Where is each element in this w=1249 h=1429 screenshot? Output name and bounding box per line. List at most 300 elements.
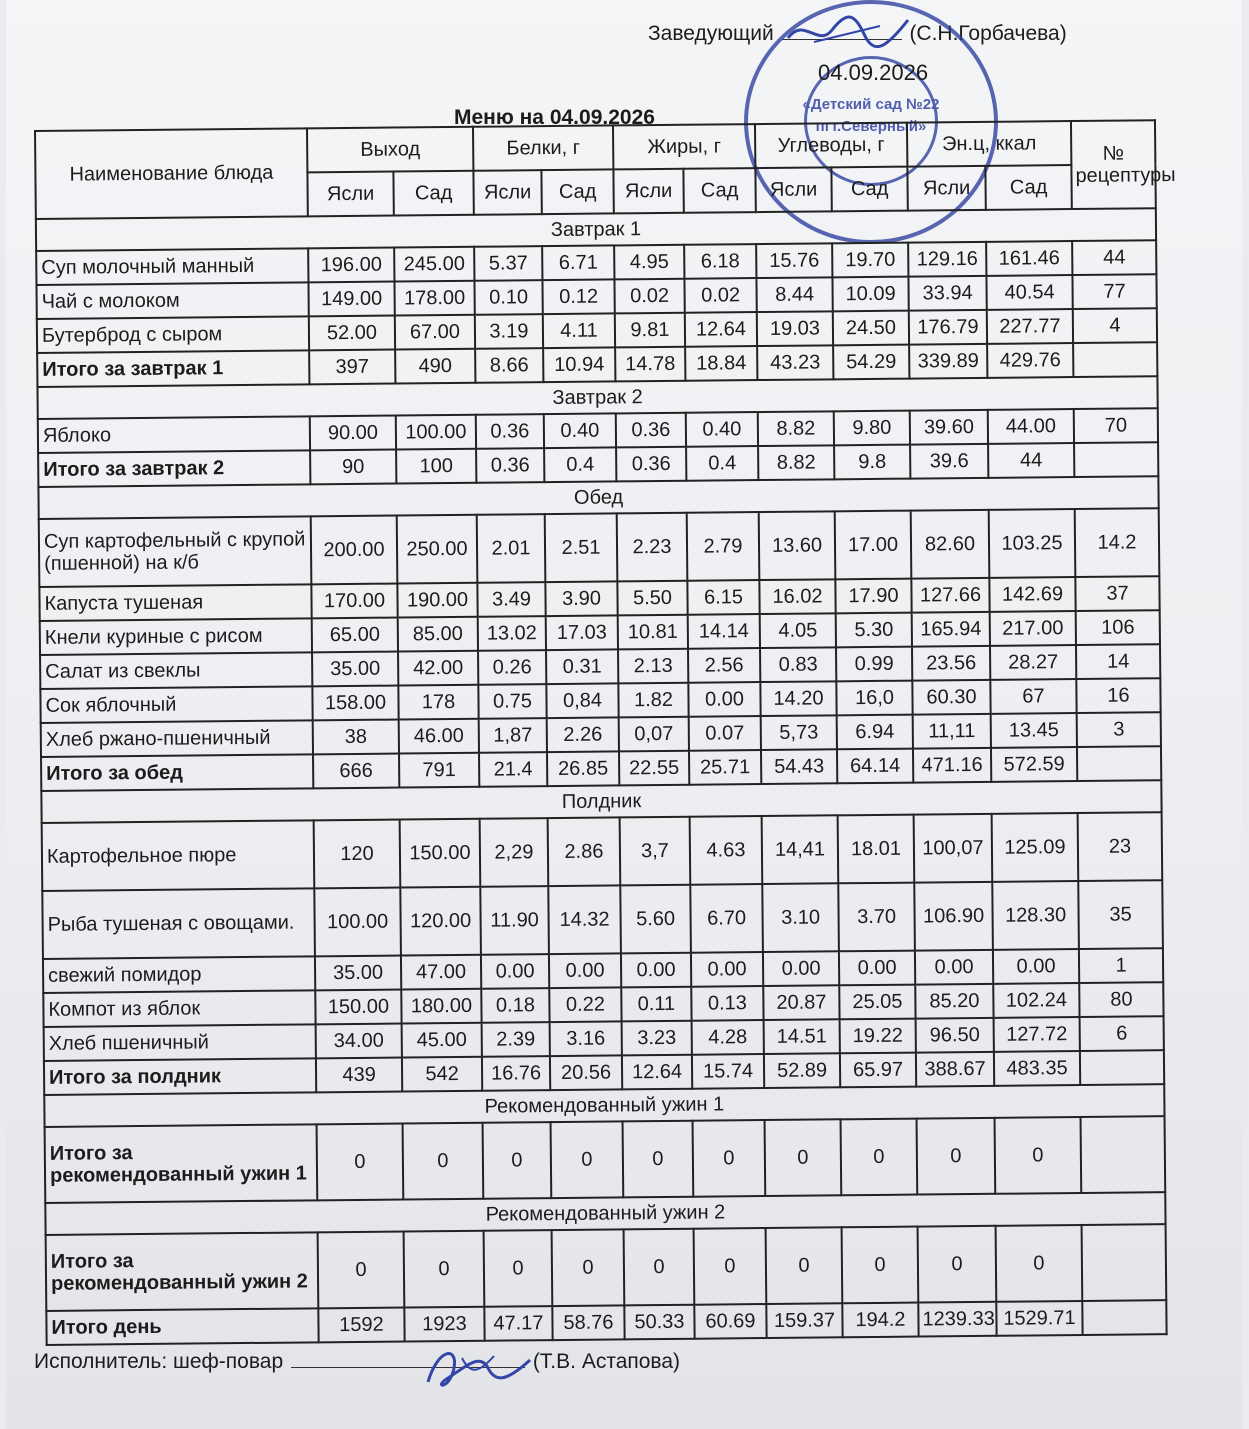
value-cell: 196.00 xyxy=(308,248,394,283)
value-cell: 120 xyxy=(314,820,401,889)
value-cell: 5.60 xyxy=(620,885,691,954)
value-cell: 791 xyxy=(399,753,479,788)
value-cell: 0 xyxy=(694,1228,767,1305)
value-cell: 0.75 xyxy=(478,684,546,719)
value-cell: 10.94 xyxy=(543,347,615,382)
executor-line xyxy=(34,1350,680,1374)
column-subheader-nursery: Ясли xyxy=(307,172,393,217)
value-cell: 2.79 xyxy=(687,512,760,581)
section-title: Рекомендованный ужин 1 xyxy=(44,1084,1164,1127)
value-cell: 9.81 xyxy=(615,313,685,348)
value-cell: 339.89 xyxy=(909,344,987,379)
section-title: Полдник xyxy=(41,780,1161,823)
value-cell: 2.01 xyxy=(477,514,546,583)
value-cell: 0.36 xyxy=(476,448,544,483)
value-cell: 16.02 xyxy=(759,579,835,614)
director-line xyxy=(648,22,1067,46)
recipe-number: 106 xyxy=(1076,610,1160,645)
value-cell: 0.00 xyxy=(688,682,760,717)
value-cell: 2.56 xyxy=(688,648,760,683)
value-cell: 180.00 xyxy=(401,989,481,1024)
dish-name: Салат из свеклы xyxy=(40,652,312,689)
value-cell: 397 xyxy=(309,350,395,385)
dish-name: Бутерброд с сыром xyxy=(37,316,309,353)
value-cell: 3.19 xyxy=(475,314,543,349)
value-cell: 9.8 xyxy=(834,445,910,480)
value-cell: 483.35 xyxy=(994,1051,1080,1086)
value-cell: 0.4 xyxy=(544,447,616,482)
recipe-number: 14.2 xyxy=(1075,508,1160,577)
value-cell: 5.37 xyxy=(474,246,542,281)
value-cell: 439 xyxy=(316,1058,402,1093)
recipe-number: 37 xyxy=(1075,576,1159,611)
value-cell: 18.84 xyxy=(685,346,757,381)
value-cell: 43.23 xyxy=(757,345,833,380)
recipe-number: 16 xyxy=(1076,678,1160,713)
value-cell: 150.00 xyxy=(315,990,401,1025)
recipe-number xyxy=(1082,1224,1167,1301)
value-cell: 190.00 xyxy=(397,583,477,618)
value-cell: 0.36 xyxy=(476,414,544,449)
value-cell: 42.00 xyxy=(398,651,478,686)
value-cell: 52.00 xyxy=(309,316,395,351)
value-cell: 0.02 xyxy=(684,278,756,313)
value-cell: 0.07 xyxy=(689,716,761,751)
value-cell: 490 xyxy=(395,349,475,384)
value-cell: 129.16 xyxy=(908,242,986,277)
dish-name: Рыба тушеная с овощами. xyxy=(42,888,315,959)
value-cell: 15.74 xyxy=(692,1054,764,1089)
menu-sheet xyxy=(6,0,1242,1429)
value-cell: 0.22 xyxy=(549,987,621,1022)
value-cell: 2.13 xyxy=(618,649,688,684)
recipe-number: 77 xyxy=(1072,274,1156,309)
value-cell: 85.00 xyxy=(398,617,478,652)
value-cell: 67 xyxy=(990,679,1076,714)
value-cell: 1923 xyxy=(404,1307,484,1342)
total-row xyxy=(46,1224,1167,1311)
recipe-number xyxy=(1073,342,1157,377)
dish-name: свежий помидор xyxy=(43,956,315,993)
value-cell: 2.39 xyxy=(482,1022,550,1057)
value-cell: 429.76 xyxy=(987,343,1073,378)
value-cell: 0.00 xyxy=(621,953,691,988)
value-cell: 0.36 xyxy=(616,447,686,482)
value-cell: 142.69 xyxy=(989,577,1075,612)
value-cell: 0 xyxy=(765,1119,842,1196)
value-cell: 90 xyxy=(310,450,396,485)
total-label: Итого за рекомендованный ужин 2 xyxy=(46,1232,319,1311)
value-cell: 0 xyxy=(623,1121,694,1198)
value-cell: 572.59 xyxy=(991,747,1077,782)
total-label: Итого за обед xyxy=(41,754,313,791)
value-cell: 0 xyxy=(841,1119,918,1196)
value-cell: 1.82 xyxy=(618,683,688,718)
value-cell: 39.60 xyxy=(910,410,988,445)
value-cell: 542 xyxy=(402,1057,482,1092)
value-cell: 0.12 xyxy=(542,279,614,314)
value-cell: 20.87 xyxy=(763,985,839,1020)
value-cell: 100,07 xyxy=(914,814,993,883)
value-cell: 0.83 xyxy=(760,647,836,682)
value-cell: 149.00 xyxy=(308,282,394,317)
value-cell: 50.33 xyxy=(624,1305,694,1340)
value-cell: 34.00 xyxy=(316,1024,402,1059)
value-cell: 0.00 xyxy=(691,952,763,987)
value-cell: 19.70 xyxy=(832,243,908,278)
recipe-number: 44 xyxy=(1072,240,1156,275)
value-cell: 178 xyxy=(398,685,478,720)
value-cell: 14,41 xyxy=(762,815,839,884)
value-cell: 100.00 xyxy=(396,415,476,450)
stamp-org-name: «Детский сад №22 xyxy=(802,96,940,113)
value-cell: 25.71 xyxy=(689,750,761,785)
value-cell: 0.00 xyxy=(549,953,621,988)
dish-name: Сок яблочный xyxy=(40,686,312,723)
value-cell: 19.22 xyxy=(840,1019,916,1054)
value-cell: 0.40 xyxy=(544,413,616,448)
value-cell: 106.90 xyxy=(914,882,993,951)
value-cell: 245.00 xyxy=(394,247,474,282)
recipe-number: 1 xyxy=(1079,948,1163,983)
value-cell: 14.78 xyxy=(615,347,685,382)
value-cell: 85.20 xyxy=(915,984,993,1019)
section-title: Завтрак 1 xyxy=(36,208,1156,251)
value-cell: 3.70 xyxy=(838,883,915,952)
recipe-number: 70 xyxy=(1074,408,1158,443)
value-cell: 0 xyxy=(484,1230,553,1307)
value-cell: 47.17 xyxy=(484,1306,552,1341)
section-title: Обед xyxy=(38,476,1158,519)
dish-name: Хлеб ржано-пшеничный xyxy=(41,720,313,757)
value-cell: 10.09 xyxy=(832,277,908,312)
value-cell: 15.76 xyxy=(756,243,832,278)
recipe-number: 4 xyxy=(1073,308,1157,343)
value-cell: 0.00 xyxy=(915,950,993,985)
value-cell: 471.16 xyxy=(913,748,991,783)
value-cell: 60.30 xyxy=(912,680,990,715)
dish-row xyxy=(42,880,1163,959)
dish-name: Компот из яблок xyxy=(43,990,315,1027)
value-cell: 6.18 xyxy=(684,244,756,279)
value-cell: 8.82 xyxy=(758,445,834,480)
value-cell: 0.4 xyxy=(686,446,758,481)
value-cell: 11.90 xyxy=(480,886,549,955)
value-cell: 8.44 xyxy=(756,277,832,312)
value-cell: 0.36 xyxy=(616,413,686,448)
column-subheader-nursery: Ясли xyxy=(755,167,831,212)
column-header-recipe: № рецептуры xyxy=(1071,120,1156,209)
value-cell: 227.77 xyxy=(987,309,1073,344)
value-cell: 3.23 xyxy=(622,1021,692,1056)
value-cell: 100 xyxy=(396,449,476,484)
menu-table xyxy=(34,119,1176,1346)
value-cell: 2.23 xyxy=(617,513,688,582)
value-cell: 4.28 xyxy=(692,1020,764,1055)
value-cell: 0,07 xyxy=(619,717,689,752)
value-cell: 14.20 xyxy=(760,681,836,716)
total-row xyxy=(45,1116,1166,1203)
total-label: Итого за рекомендованный ужин 1 xyxy=(45,1124,318,1203)
value-cell: 0 xyxy=(917,1118,996,1195)
value-cell: 24.50 xyxy=(833,311,909,346)
dish-name: Чай с молоком xyxy=(36,282,308,319)
value-cell: 13.02 xyxy=(478,616,546,651)
value-cell: 13.60 xyxy=(759,511,836,580)
value-cell: 150.00 xyxy=(400,819,481,888)
total-label: Итого за завтрак 1 xyxy=(37,350,309,387)
recipe-number: 14 xyxy=(1076,644,1160,679)
recipe-number: 23 xyxy=(1078,812,1163,881)
recipe-number xyxy=(1082,1300,1166,1335)
dish-name: Капуста тушеная xyxy=(39,584,311,621)
dish-name: Яблоко xyxy=(38,416,310,453)
value-cell: 35.00 xyxy=(312,652,398,687)
dish-row xyxy=(42,812,1163,891)
executor-name: (Т.В. Астапова) xyxy=(532,1350,681,1373)
value-cell: 0.02 xyxy=(614,279,684,314)
value-cell: 4.11 xyxy=(543,313,615,348)
value-cell: 39.6 xyxy=(910,444,988,479)
menu-body xyxy=(36,208,1167,1345)
value-cell: 2.86 xyxy=(548,817,621,886)
value-cell: 21.4 xyxy=(479,752,547,787)
value-cell: 6.70 xyxy=(690,884,763,953)
value-cell: 28.27 xyxy=(990,645,1076,680)
value-cell: 22.55 xyxy=(619,751,689,786)
dish-name: Суп картофельный с крупой (пшенной) на к/б xyxy=(39,516,312,587)
value-cell: 0.26 xyxy=(478,650,546,685)
value-cell: 38 xyxy=(313,720,399,755)
executor-label: Исполнитель: шеф-повар xyxy=(34,1350,284,1373)
value-cell: 0.18 xyxy=(481,988,549,1023)
value-cell: 0 xyxy=(403,1123,484,1200)
value-cell: 3.90 xyxy=(545,581,617,616)
value-cell: 19.03 xyxy=(757,311,833,346)
value-cell: 12.64 xyxy=(685,312,757,347)
recipe-number xyxy=(1074,442,1158,477)
value-cell: 45.00 xyxy=(402,1023,482,1058)
column-subheader-nursery: Ясли xyxy=(907,166,985,211)
dish-name: Хлеб пшеничный xyxy=(44,1024,316,1061)
column-subheader-kindergarten: Сад xyxy=(683,168,755,213)
column-header-energy: Эн.ц, ккал xyxy=(907,121,1071,167)
director-signature-line xyxy=(782,39,902,40)
value-cell: 0 xyxy=(404,1231,485,1308)
value-cell: 0.10 xyxy=(474,280,542,315)
column-subheader-kindergarten: Сад xyxy=(541,169,613,214)
value-cell: 58.76 xyxy=(552,1305,624,1340)
column-subheader-nursery: Ясли xyxy=(613,169,683,214)
value-cell: 0 xyxy=(317,1124,404,1201)
column-header-yield: Выход xyxy=(307,127,473,173)
value-cell: 9.80 xyxy=(834,411,910,446)
value-cell: 200.00 xyxy=(311,516,398,585)
value-cell: 54.43 xyxy=(761,749,837,784)
column-header-proteins: Белки, г xyxy=(473,125,613,170)
value-cell: 0 xyxy=(766,1227,843,1304)
recipe-number: 80 xyxy=(1079,982,1163,1017)
recipe-number: 3 xyxy=(1077,712,1161,747)
value-cell: 96.50 xyxy=(916,1018,994,1053)
value-cell: 40.54 xyxy=(986,275,1072,310)
value-cell: 60.69 xyxy=(694,1304,766,1339)
value-cell: 0 xyxy=(551,1121,624,1198)
value-cell: 0 xyxy=(918,1226,997,1303)
value-cell: 158.00 xyxy=(312,686,398,721)
value-cell: 0 xyxy=(995,1117,1082,1194)
value-cell: 10.81 xyxy=(618,615,688,650)
value-cell: 1592 xyxy=(318,1307,404,1342)
value-cell: 128.30 xyxy=(992,881,1079,950)
value-cell: 0.00 xyxy=(481,954,549,989)
value-cell: 2.26 xyxy=(547,717,619,752)
value-cell: 16.76 xyxy=(482,1056,550,1091)
value-cell: 127.66 xyxy=(911,578,989,613)
value-cell: 194.2 xyxy=(842,1303,918,1338)
value-cell: 0,84 xyxy=(546,683,618,718)
value-cell: 388.67 xyxy=(916,1052,994,1087)
value-cell: 16,0 xyxy=(836,681,912,716)
recipe-number: 6 xyxy=(1080,1016,1164,1051)
dish-name: Картофельное пюре xyxy=(42,820,315,891)
value-cell: 5.50 xyxy=(617,581,687,616)
value-cell: 165.94 xyxy=(912,612,990,647)
value-cell: 64.14 xyxy=(837,749,913,784)
value-cell: 8.82 xyxy=(758,411,834,446)
total-label: Итого день xyxy=(46,1308,318,1345)
total-label: Итого за завтрак 2 xyxy=(38,450,310,487)
total-label: Итого за полдник xyxy=(44,1058,316,1095)
value-cell: 120.00 xyxy=(400,887,481,956)
value-cell: 3.16 xyxy=(550,1021,622,1056)
value-cell: 5.30 xyxy=(836,613,912,648)
value-cell: 0.00 xyxy=(839,951,915,986)
dish-row xyxy=(39,508,1160,587)
value-cell: 0 xyxy=(318,1232,405,1309)
value-cell: 3.49 xyxy=(477,582,545,617)
value-cell: 14.32 xyxy=(548,885,621,954)
value-cell: 25.05 xyxy=(839,985,915,1020)
value-cell: 54.29 xyxy=(833,345,909,380)
value-cell: 178.00 xyxy=(394,281,474,316)
value-cell: 18.01 xyxy=(838,815,915,884)
value-cell: 1,87 xyxy=(479,718,547,753)
value-cell: 17.00 xyxy=(835,511,912,580)
value-cell: 250.00 xyxy=(397,515,478,584)
value-cell: 0.13 xyxy=(691,986,763,1021)
section-title: Завтрак 2 xyxy=(37,376,1157,419)
value-cell: 65.00 xyxy=(312,618,398,653)
value-cell: 100.00 xyxy=(314,888,401,957)
value-cell: 217.00 xyxy=(990,611,1076,646)
value-cell: 0.40 xyxy=(686,412,758,447)
value-cell: 1239.33 xyxy=(918,1302,996,1337)
value-cell: 170.00 xyxy=(311,584,397,619)
value-cell: 5,73 xyxy=(761,715,837,750)
value-cell: 35.00 xyxy=(315,956,401,991)
menu-title: Меню на 04.09.2026 xyxy=(454,106,655,129)
value-cell: 17.03 xyxy=(546,615,618,650)
value-cell: 46.00 xyxy=(399,719,479,754)
column-header-dish: Наименование блюда xyxy=(35,128,308,219)
value-cell: 90.00 xyxy=(310,416,396,451)
value-cell: 0 xyxy=(842,1227,919,1304)
column-subheader-kindergarten: Сад xyxy=(393,171,473,216)
dish-name: Кнели куриные с рисом xyxy=(40,618,312,655)
executor-signature-line xyxy=(291,1367,525,1368)
value-cell: 0.11 xyxy=(621,987,691,1022)
value-cell: 0 xyxy=(693,1120,766,1197)
value-cell: 4.95 xyxy=(614,245,684,280)
value-cell: 0.00 xyxy=(763,951,839,986)
recipe-number xyxy=(1080,1050,1164,1085)
value-cell: 125.09 xyxy=(992,813,1079,882)
section-title: Рекомендованный ужин 2 xyxy=(45,1192,1165,1235)
value-cell: 20.56 xyxy=(550,1055,622,1090)
column-subheader-kindergarten: Сад xyxy=(831,167,907,212)
value-cell: 0 xyxy=(624,1229,695,1306)
recipe-number: 35 xyxy=(1078,880,1163,949)
value-cell: 17.90 xyxy=(835,579,911,614)
value-cell: 0 xyxy=(996,1225,1083,1302)
column-subheader-nursery: Ясли xyxy=(473,170,541,215)
recipe-number xyxy=(1077,746,1161,781)
value-cell: 0.99 xyxy=(836,647,912,682)
value-cell: 52.89 xyxy=(764,1053,840,1088)
value-cell: 26.85 xyxy=(547,751,619,786)
director-label: Заведующий xyxy=(648,22,774,45)
value-cell: 161.46 xyxy=(986,241,1072,276)
value-cell: 23.56 xyxy=(912,646,990,681)
value-cell: 13.45 xyxy=(991,713,1077,748)
value-cell: 14.14 xyxy=(688,614,760,649)
value-cell: 3,7 xyxy=(620,817,691,886)
value-cell: 47.00 xyxy=(401,955,481,990)
value-cell: 0.31 xyxy=(546,649,618,684)
column-subheader-kindergarten: Сад xyxy=(985,165,1071,210)
value-cell: 6.15 xyxy=(687,580,759,615)
value-cell: 4.05 xyxy=(760,613,836,648)
value-cell: 6.94 xyxy=(837,715,913,750)
value-cell: 3.10 xyxy=(762,883,839,952)
value-cell: 103.25 xyxy=(989,509,1076,578)
value-cell: 2.51 xyxy=(545,513,618,582)
director-name: (С.Н.Горбачева) xyxy=(909,22,1067,45)
value-cell: 44 xyxy=(988,443,1074,478)
value-cell: 2,29 xyxy=(480,818,549,887)
value-cell: 44.00 xyxy=(988,409,1074,444)
value-cell: 666 xyxy=(313,754,399,789)
stamp-org-place: пгт.Северный» xyxy=(815,118,927,135)
value-cell: 102.24 xyxy=(993,983,1079,1018)
value-cell: 14.51 xyxy=(764,1019,840,1054)
value-cell: 8.66 xyxy=(475,348,543,383)
value-cell: 0 xyxy=(552,1229,625,1306)
dish-name: Суп молочный манный xyxy=(36,248,308,285)
column-header-carbs: Углеводы, г xyxy=(755,123,907,168)
value-cell: 127.72 xyxy=(994,1017,1080,1052)
value-cell: 65.97 xyxy=(840,1053,916,1088)
value-cell: 12.64 xyxy=(622,1055,692,1090)
value-cell: 159.37 xyxy=(766,1303,842,1338)
value-cell: 82.60 xyxy=(911,510,990,579)
value-cell: 33.94 xyxy=(908,276,986,311)
value-cell: 0.00 xyxy=(993,949,1079,984)
value-cell: 1529.71 xyxy=(996,1301,1082,1336)
approval-date: 04.09.2026 xyxy=(818,60,929,85)
value-cell: 67.00 xyxy=(395,315,475,350)
